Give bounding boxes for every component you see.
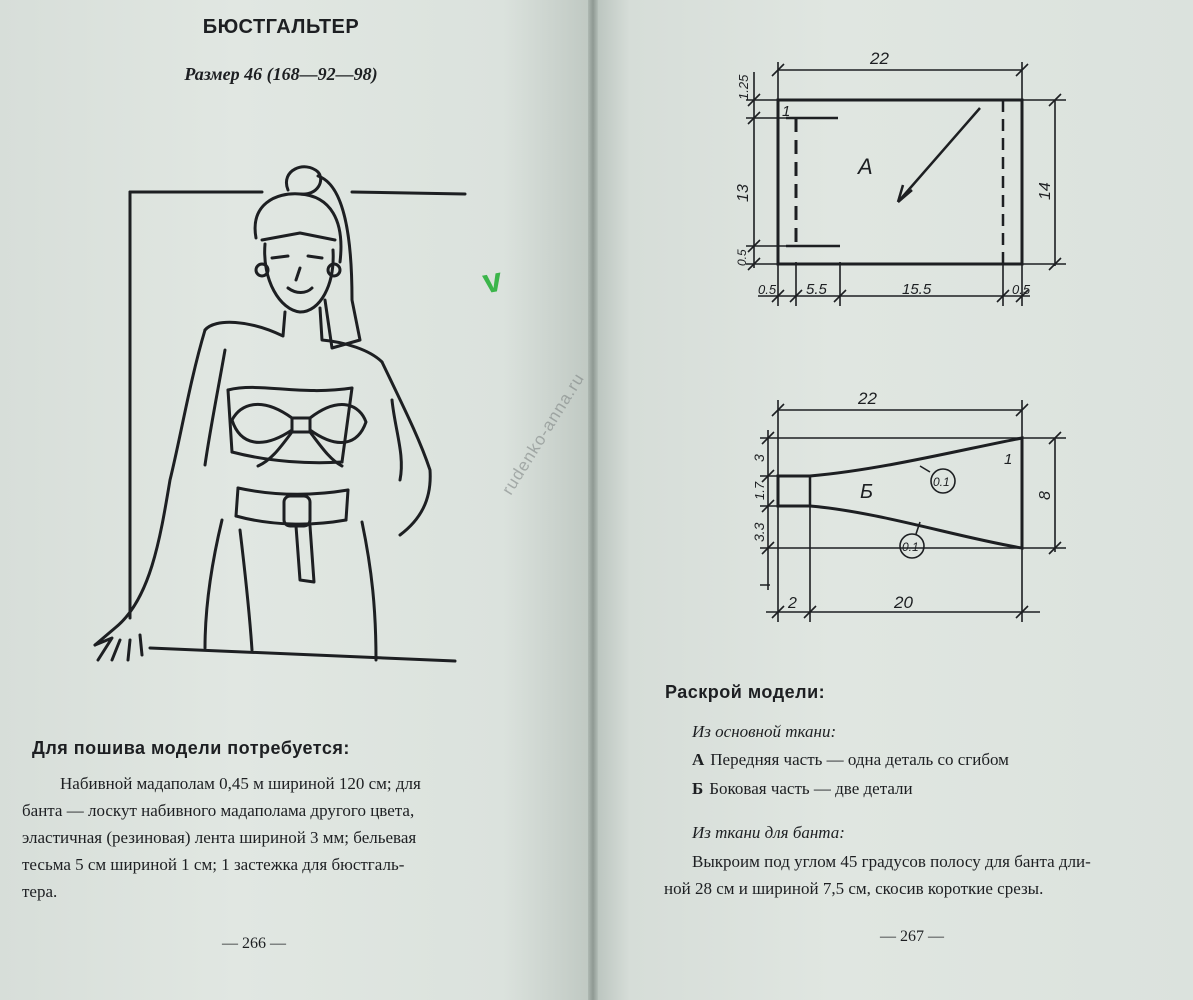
dim-a-bottom-d: 0.5: [1012, 282, 1031, 297]
dim-b-bottom-a: 2: [788, 595, 797, 612]
dim-a-bottom-b: 5.5: [806, 281, 827, 298]
dim-a-bottom-c: 15.5: [902, 281, 932, 298]
green-check-mark: v: [479, 260, 505, 302]
dim-a-right-height: 14: [1037, 182, 1054, 200]
materials-line: тера.: [22, 882, 58, 901]
dim-a-left-top: 1.25: [736, 74, 751, 100]
dim-b-right-height: 8: [1037, 491, 1054, 500]
curve-mark-lower: 0.1: [902, 540, 919, 554]
dim-b-left-top: 3: [751, 454, 767, 462]
materials-line: банта — лоскут набивного мадаполама другого цвета,: [22, 801, 415, 820]
book-gutter: [588, 0, 598, 1000]
dim-a-left-mid: 13: [735, 184, 752, 202]
part-letter-b: Б: [692, 779, 704, 798]
pattern-a-diagram: [720, 45, 1100, 325]
pattern-b-label: Б: [860, 481, 874, 503]
cutting-heading: Раскрой модели:: [665, 682, 826, 702]
size-subtitle: Размер 46 (168—92—98): [184, 64, 378, 84]
part-text-a: Передняя часть — одна деталь со сгибом: [710, 750, 1009, 769]
page-number-right: — 267 —: [880, 928, 944, 945]
dim-b-left-mid: 1.7: [752, 481, 767, 500]
bow-text: [664, 848, 1144, 902]
dim-a-top-width: 22: [870, 49, 889, 68]
materials-line: Набивной мадаполам 0,45 м шириной 120 см; для: [60, 774, 421, 793]
page-number-left: — 266 —: [222, 935, 286, 952]
dim-a-left-bottom: 0.5: [735, 249, 749, 266]
pattern-a-corner-number: 1: [782, 103, 791, 120]
materials-text: [22, 770, 532, 905]
main-fabric-label: Из основной ткани:: [692, 722, 837, 741]
materials-line: эластичная (резиновая) лента шириной 3 мм; бельевая: [22, 828, 417, 847]
pattern-a-label: А: [858, 154, 873, 179]
part-row-a: [692, 750, 1009, 770]
fashion-illustration: [80, 165, 480, 670]
curve-mark-upper: 0.1: [933, 475, 950, 489]
dim-b-top-width: 22: [858, 389, 877, 408]
dim-b-bottom-b: 20: [894, 593, 913, 612]
pattern-b-corner-number: 1: [1004, 451, 1013, 468]
dim-b-left-bottom: 3.3: [751, 522, 767, 542]
part-text-b: Боковая часть — две детали: [709, 779, 913, 798]
part-letter-a: А: [692, 750, 705, 769]
materials-line: тесьма 5 см шириной 1 см; 1 застежка для бюстгаль-: [22, 855, 405, 874]
pattern-b-diagram: [730, 385, 1090, 635]
watermark: rudenko-anna.ru: [498, 369, 589, 499]
page-title: БЮСТГАЛЬТЕР: [202, 16, 360, 38]
bow-line: Выкроим под углом 45 градусов полосу для банта дли-: [692, 852, 1091, 871]
bow-line: ной 28 см и шириной 7,5 см, скосив короткие срезы.: [664, 879, 1044, 898]
bow-fabric-label: Из ткани для банта:: [692, 823, 845, 842]
dim-a-bottom-a: 0.5: [758, 282, 777, 297]
materials-heading: Для пошива модели потребуется:: [32, 738, 350, 758]
part-row-b: [692, 779, 913, 799]
